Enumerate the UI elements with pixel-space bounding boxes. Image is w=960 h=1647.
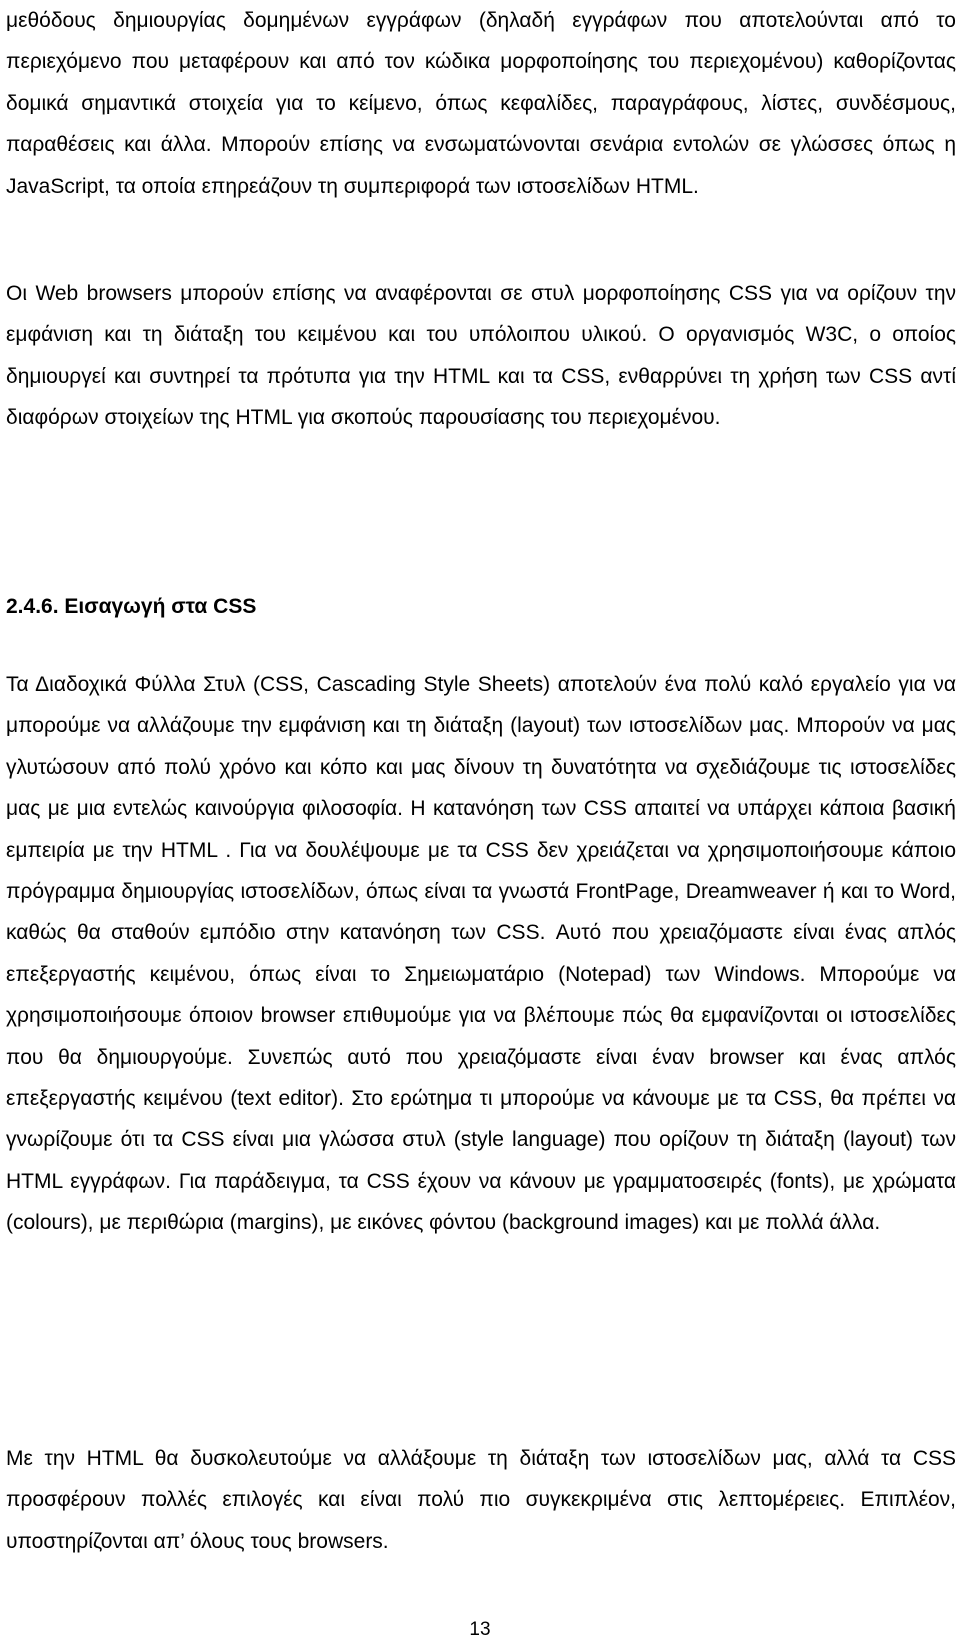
page-number: 13 [469,1619,491,1640]
section-paragraph-1: Τα Διαδοχικά Φύλλα Στυλ (CSS, Cascading Style Sheets) αποτελούν ένα πολύ καλό εργαλείο για να μπορούμε να αλλάζουμε την εμφάνιση και τη διάταξη (layout) των ιστοσελίδων μας. Μπορούν να μας γλυτώσουν από πολύ χρόνο και κόπο και μας δίνουν τη δυνατότητα να σχεδιάζουμε τις ιστοσελίδες μας με μια εντελώς καινούργια φιλοσοφία. Η κατανόηση των CSS απαιτεί να υπάρχει κάποια βασική εμπειρία με την HTML . Για να δουλέψουμε με τα CSS δεν χρειάζεται να χρησιμοποιήσουμε κάποιο πρόγραμμα δημιουργίας ιστοσελίδων, όπως είναι τα γνωστά FrontPage, Dreamweaver ή και το Word, καθώς θα σταθούν εμπόδιο στην κατανόηση των CSS. Αυτό που χρειαζόμαστε είναι ένας απλός επεξεργαστής κειμένου, όπως είναι το Σημειωματάριο (Notepad) των Windows. Μπορούμε να χρησιμοποιήσουμε όποιον browser επιθυμούμε για να βλέπουμε πώς θα εμφανίζονται οι ιστοσελίδες που θα δημιουργούμε. Συνεπώς αυτό που χρειαζόμαστε είναι έναν browser και ένας απλός επεξεργαστής κειμένου (text editor). Στο ερώτημα τι μπορούμε να κάνουμε με τα CSS, θα πρέπει να γνωρίζουμε ότι τα CSS είναι μια γλώσσα στυλ (style language) που ορίζουν τη διάταξη (layout) των HTML εγγράφων. Για παράδειγμα, τα CSS έχουν να κάνουν με γραμματοσειρές (fonts), με χρώματα (colours), με περιθώρια (margins), με εικόνες φόντου (background images) και με πολλά άλλα. [6,673,956,1235]
intro-paragraph-2: Οι Web browsers μπορούν επίσης να αναφέρονται σε στυλ μορφοποίησης CSS για να ορίζουν την εμφάνιση και τη διάταξη του κειμένου και του υπόλοιπου υλικού. Ο οργανισμός W3C, ο οποίος δημιουργεί και συντηρεί τα πρότυπα για την HTML και τα CSS, ενθαρρύνει τη χρήση των CSS αντί διαφόρων στοιχείων της HTML για σκοπούς παρουσίασης του περιεχομένου. [6,282,956,430]
intro-paragraph-1: μεθόδους δημιουργίας δομημένων εγγράφων (δηλαδή εγγράφων που αποτελούνται από το περιεχόμενο που μεταφέρουν και από τον κώδικα μορφοποίησης του περιεχομένου) καθορίζοντας δομικά σημαντικά στοιχεία για το κείμενο, όπως κεφαλίδες, παραγράφους, λίστες, συνδέσμους, παραθέσεις και άλλα. Μπορούν επίσης να ενσωματώνονται σενάρια εντολών σε γλώσσες όπως η JavaScript, τα οποία επηρεάζουν τη συμπεριφορά των ιστοσελίδων HTML. [6,9,956,198]
section-paragraph-2: Με την HTML θα δυσκολευτούμε να αλλάξουμε τη διάταξη των ιστοσελίδων μας, αλλά τα CSS προσφέρουν πολλές επιλογές και είναι πολύ πιο συγκεκριμένα στις λεπτομέρειες. Επιπλέον, υποστηρίζονται απ’ όλους τους browsers. [6,1447,956,1553]
section-heading: 2.4.6. Εισαγωγή στα CSS [6,595,257,618]
